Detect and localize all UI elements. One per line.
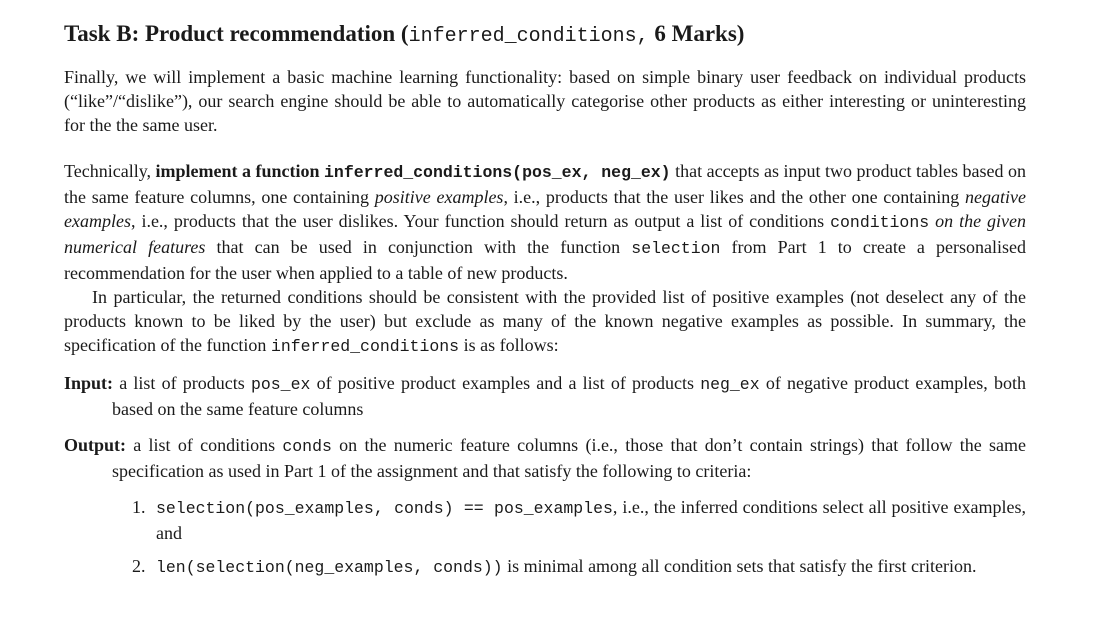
heading-marks: 6 Marks): [648, 21, 745, 46]
particular-paragraph: In particular, the returned conditions should be consistent with the provided list of positive examples (not deselect any of the products known to be liked by the user) but exclude as many of the known negative examples as possible. In summary, the specification of the function inferred_conditions is as follows:: [64, 287, 1026, 356]
function-signature: inferred_conditions(pos_ex, neg_ex): [324, 163, 671, 182]
heading-code: inferred_conditions,: [408, 25, 649, 48]
task-heading: [64, 18, 1026, 53]
criterion-item: 1. selection(pos_examples, conds) == pos_examples, i.e., the inferred conditions select all positive examples, and: [132, 497, 1026, 543]
criterion-item: 2. len(selection(neg_examples, conds)) is minimal among all condition sets that satisfy the first criterion.: [132, 556, 977, 577]
criteria-list: [64, 495, 1026, 580]
heading-text: Task B: Product recommendation (: [64, 21, 409, 46]
document-page: [64, 18, 1026, 589]
technical-paragraph: Technically, implement a function inferred_conditions(pos_ex, neg_ex) that accepts as input two product tables based on the same feature columns, one containing positive examples, i.e., products that the user likes and the other one containing negative examples, i.e., products that the user dislikes. Your function should return as output a list of conditions conditions on the given numerical features that can be used in conjunction with the function selection from Part 1 to create a personalised recommendation for the user when applied to a table of new products.: [64, 161, 1026, 283]
output-definition: Output: a list of conditions conds on the numeric feature columns (i.e., those that don’t contain strings) that follow the same specification as used in Part 1 of the assignment and that satisfy the following to criteria:: [64, 435, 1026, 481]
input-definition: Input: a list of products pos_ex of positive product examples and a list of products neg_ex of negative product examples, both based on the same feature columns: [64, 373, 1026, 419]
intro-paragraph: Finally, we will implement a basic machine learning functionality: based on simple binary user feedback on individual products (“like”/“dislike”), our search engine should be able to automatically categorise other products as either interesting or uninteresting for the the same user.: [64, 67, 1026, 135]
